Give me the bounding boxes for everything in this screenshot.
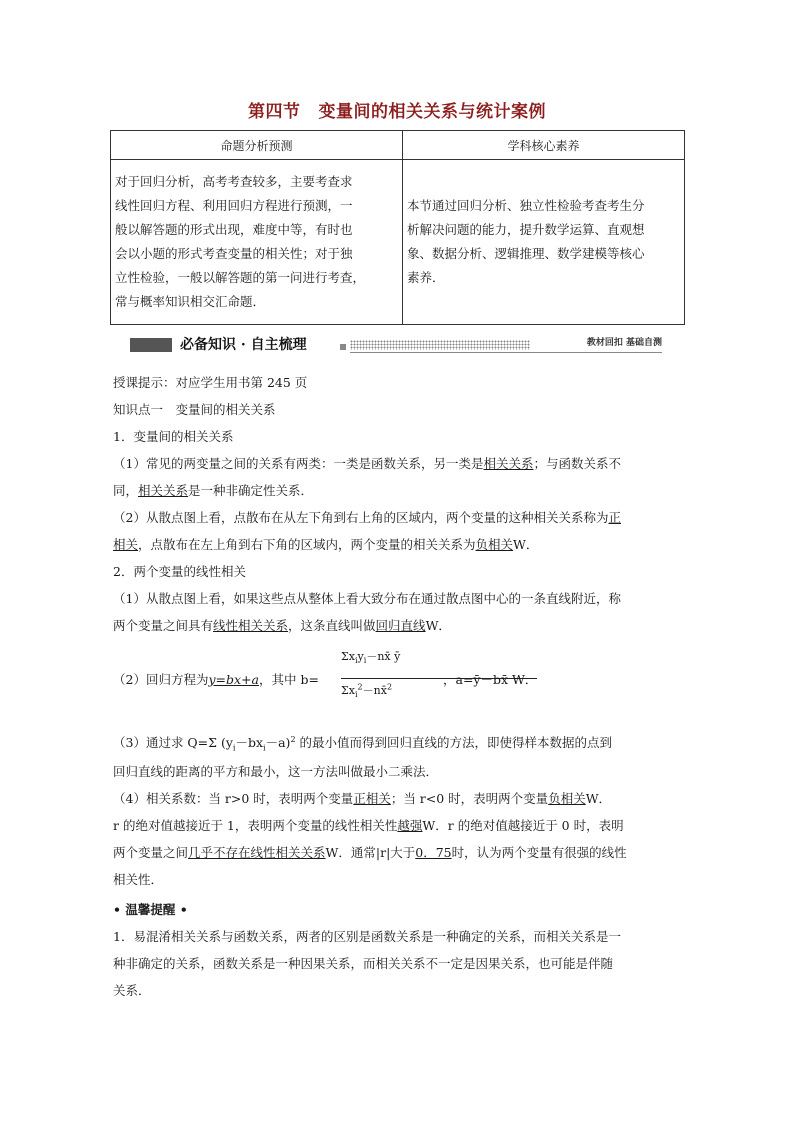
table-line: 会以小题的形式考查变量的相关性；对于独 xyxy=(115,246,353,261)
fraction-denominator: $\Sigma x_i^2-nx̄^2$ xyxy=(341,682,393,700)
analysis-table xyxy=(110,130,685,325)
tip-line: 关系． xyxy=(113,983,151,998)
table-header-right: 学科核心素养 xyxy=(403,131,685,160)
subheading-2: 2．两个变量的线性相关 xyxy=(113,564,246,579)
banner-square xyxy=(340,344,346,350)
banner-label: 必备知识 · 自主梳理 xyxy=(180,337,307,353)
table-cell-right xyxy=(403,160,685,325)
paragraph-line: 两个变量之间具有线性相关关系，这条直线叫做回归直线W． xyxy=(113,618,451,633)
paragraph-line: （1）从散点图上看，如果这些点从整体上看大致分布在通过散点图中心的一条直线附近，称 xyxy=(113,591,621,606)
paragraph-line: （3）通过求 Q=Σ $(y_i-bx_i-a)^2$ 的最小值而得到回归直线的方法，即使得样本数据的点到 xyxy=(113,734,613,753)
table-cell-left xyxy=(111,160,403,325)
table-line: 本节通过回归分析、独立性检验考查考生分 xyxy=(407,198,645,213)
table-line: 析解决问题的能力，提升数学运算、直观想 xyxy=(407,222,645,237)
fraction-numerator: $\Sigma x_iy_i-nx̄$ ȳ xyxy=(341,650,401,666)
paragraph-line: r 的绝对值越接近于 1，表明两个变量的线性相关性越强W．r 的绝对值越接近于 0 时，表明 xyxy=(113,818,624,833)
paragraph-line: （2）从散点图上看，点散布在从左下角到右上角的区域内，两个变量的这种相关关系称为正 xyxy=(113,510,621,525)
regression-formula: （2）回归方程为y=bx+a，其中 b= $\Sigma x_iy_i-nx̄$ ȳ $\Sigma x_i^2-nx̄^2$ ，a=ȳ－bx̄ W． xyxy=(113,648,713,708)
teaching-hint: 授课提示：对应学生用书第 245 页 xyxy=(113,375,308,390)
paragraph-line: 同，相关关系是一种非确定性关系． xyxy=(113,483,314,498)
knowledge-point-heading: 知识点一 变量间的相关关系 xyxy=(113,402,276,417)
banner-dots xyxy=(350,340,530,350)
regression-equation: y=bx+a xyxy=(208,672,259,687)
paragraph-line: 两个变量之间几乎不存在线性相关关系W．通常|r|大于0．75时，认为两个变量有很强的线性 xyxy=(113,845,627,860)
table-line: 象、数据分析、逻辑推理、数学建模等核心 xyxy=(407,246,645,261)
table-line: 常与概率知识相交汇命题． xyxy=(115,294,266,309)
paragraph-line: （4）相关系数：当 r>0 时，表明两个变量正相关；当 r<0 时，表明两个变量负相关W． xyxy=(113,791,612,806)
table-line: 对于回归分析，高考考查较多，主要考查求 xyxy=(115,174,353,189)
tip-heading: • 温馨提醒 • xyxy=(113,902,188,917)
paragraph-line: 回归直线的距离的平方和最小，这一方法叫做最小二乘法． xyxy=(113,764,439,779)
page-title xyxy=(0,97,794,122)
paragraph-line: 相关性． xyxy=(113,872,164,887)
table-line: 素养． xyxy=(407,270,445,285)
table-line: 立性检验，一般以解答题的第一问进行考查， xyxy=(115,270,366,285)
tip-line: 1．易混淆相关关系与函数关系，两者的区别是函数关系是一种确定的关系，而相关关系是一 xyxy=(113,929,621,944)
banner-rule xyxy=(350,352,662,353)
paragraph-line: （1）常见的两变量之间的关系有两类：一类是函数关系，另一类是相关关系；与函数关系不 xyxy=(113,456,621,471)
table-line: 般以解答题的形式出现，难度中等，有时也 xyxy=(115,222,353,237)
table-line: 线性回归方程、利用回归方程进行预测，一 xyxy=(115,198,353,213)
banner-block xyxy=(130,338,172,352)
section-name: 变量间的相关关系与统计案例 xyxy=(318,102,546,122)
section-number: 第四节 xyxy=(248,102,301,122)
section-banner xyxy=(130,336,662,354)
tip-line: 种非确定的关系，函数关系是一种因果关系，而相关关系不一定是因果关系，也可能是伴随 xyxy=(113,956,614,971)
banner-right-label: 教材回扣 基础自测 xyxy=(586,338,662,348)
paragraph-line: 相关，点散布在左上角到右下角的区域内，两个变量的相关关系为负相关W． xyxy=(113,537,539,552)
table-header-left: 命题分析预测 xyxy=(111,131,403,160)
intercept-formula: ，a=ȳ－bx̄ W． xyxy=(443,672,538,687)
subheading-1: 1．变量间的相关关系 xyxy=(113,429,234,444)
